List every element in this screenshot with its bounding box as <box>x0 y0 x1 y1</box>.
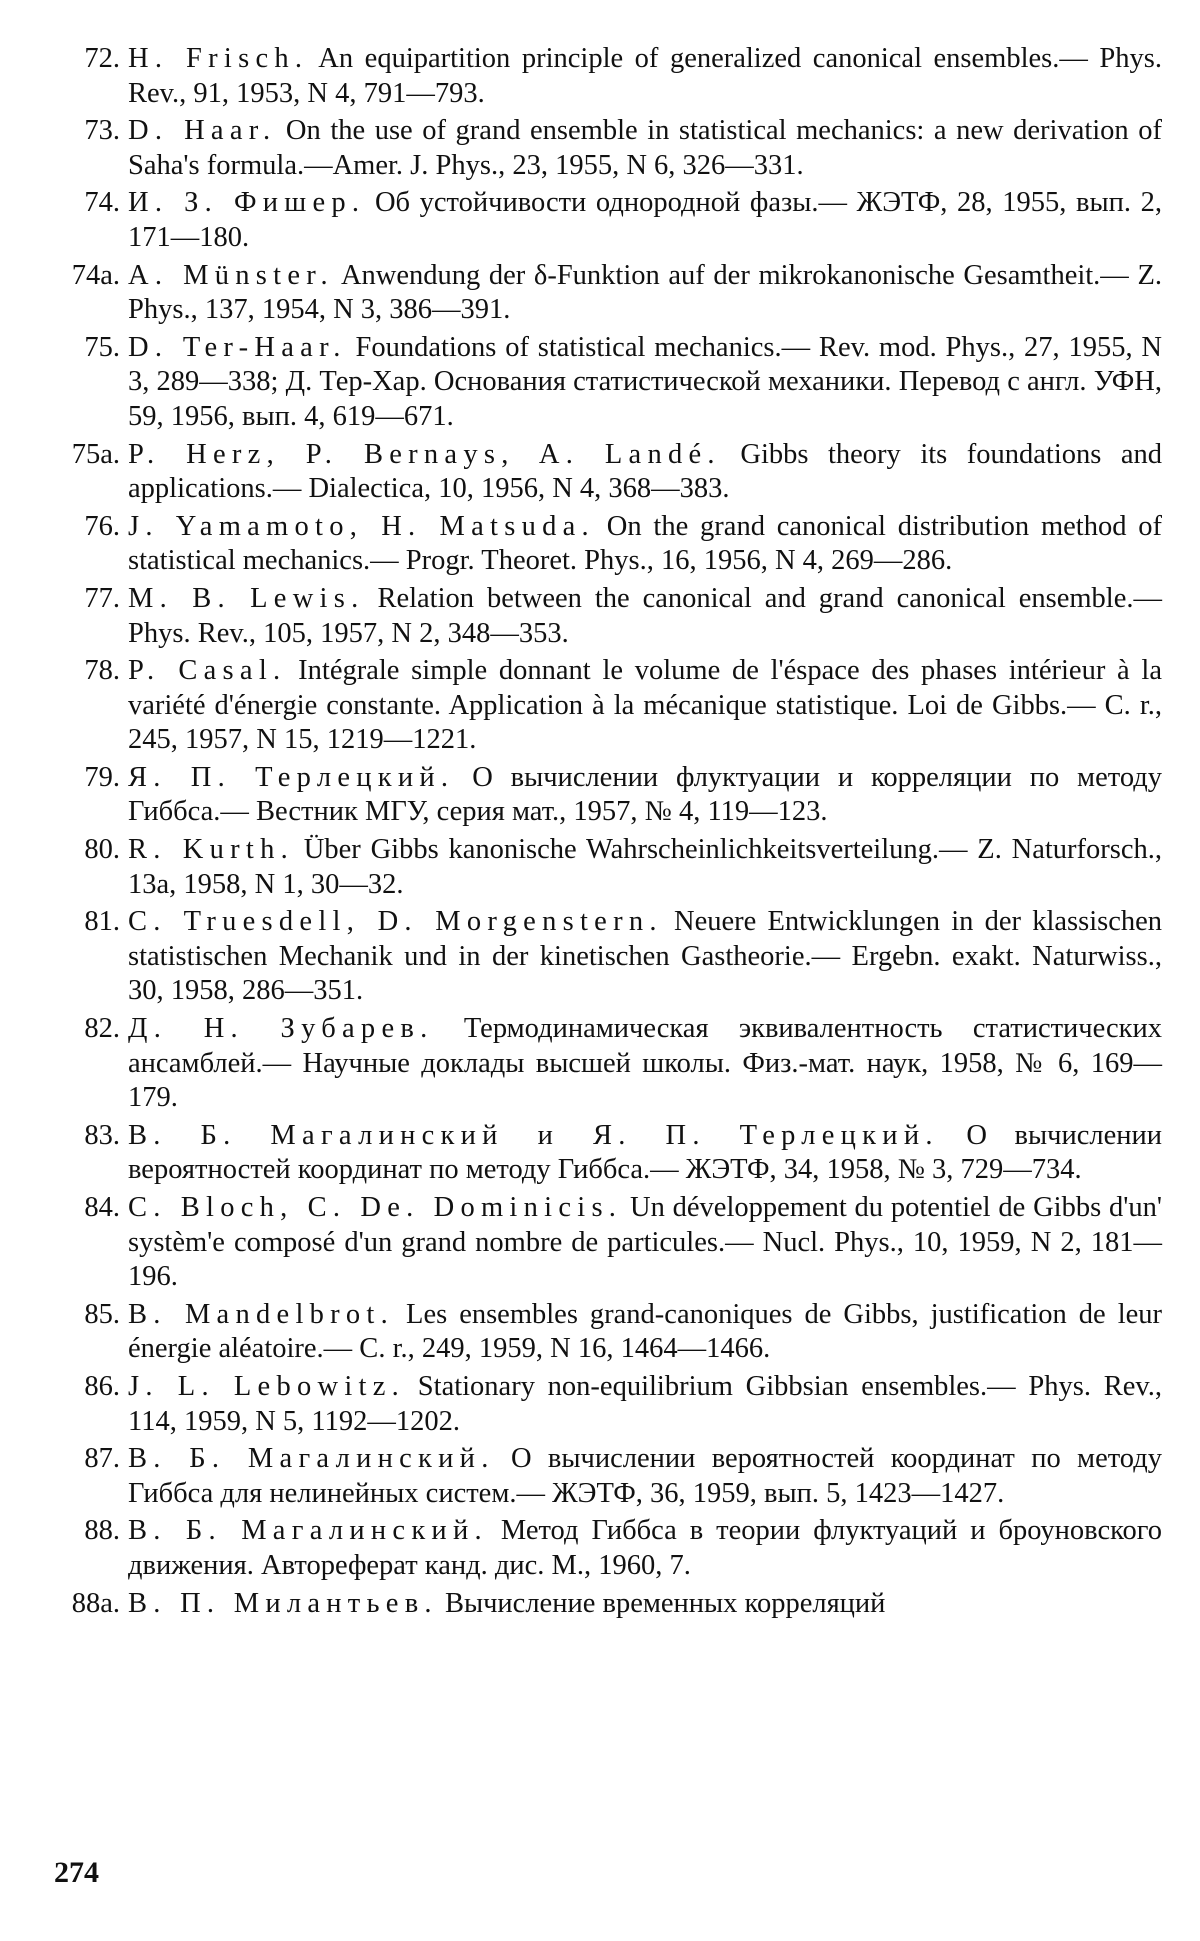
reference-number: 73. <box>84 115 120 147</box>
reference-author: В. Б. Магалинский. <box>128 1443 495 1475</box>
reference-author: И. З. Фишер. <box>128 187 366 219</box>
reference-author: M. B. Lewis. <box>128 582 365 614</box>
reference-text: Anwendung der δ-Funktion auf der mikrokanonische Gesamtheit.— Z. Phys., 137, 1954, N 3, 386—391. <box>128 259 1162 326</box>
reference-number: 82. <box>84 1013 120 1045</box>
reference-text: Les ensembles grand-canoniques de Gibbs, justification de leur énergie aléatoire.— C. r., 249, 1959, N 16, 1464—1466. <box>128 1298 1163 1365</box>
reference-item <box>54 1191 1162 1295</box>
reference-text: Об устойчивости однородной фазы.— ЖЭТФ, 28, 1955, вып. 2, 171—180. <box>128 187 1163 253</box>
reference-text: О вычислении вероятностей координат по методу Гиббса для нелинейных систем.— ЖЭТФ, 36, 1959, вып. 5, 1423—1427. <box>128 1443 1162 1509</box>
reference-item <box>54 761 1162 830</box>
reference-number: 79. <box>84 761 120 793</box>
reference-text: Foundations of statistical mechanics.— Rev. mod. Phys., 27, 1955, N 3, 289—338; Д. Тер-Хар. Основания статистической механики. Перевод с англ. УФН, 59, 1956, вып. 4, 619—671. <box>128 331 1162 432</box>
reference-item <box>54 1298 1162 1367</box>
reference-number: 81. <box>84 906 120 938</box>
reference-author: J. L. Lebowitz. <box>128 1370 406 1402</box>
reference-number: 88. <box>84 1515 120 1547</box>
reference-item <box>54 1514 1162 1583</box>
reference-author: D. Ter-Haar. <box>128 331 347 363</box>
reference-item <box>54 510 1162 579</box>
reference-item <box>54 582 1162 651</box>
reference-number: 85. <box>84 1298 120 1330</box>
reference-item <box>54 1012 1162 1116</box>
reference-author: P. Herz, P. Bernays, A. Landé. <box>128 438 721 470</box>
reference-item <box>54 833 1162 902</box>
reference-author: A. Münster. <box>128 259 334 291</box>
reference-text: О вычислении вероятностей координат по методу Гиббса.— ЖЭТФ, 34, 1958, № 3, 729—734. <box>128 1119 1162 1186</box>
reference-number: 86. <box>84 1370 120 1402</box>
reference-author: В. Б. Магалинский и Я. П. Терлецкий. <box>128 1119 939 1151</box>
reference-item <box>54 1442 1162 1511</box>
reference-text: Neuere Entwicklungen in der klassischen statistischen Mechanik und in der kinetischen Gastheorie.— Ergebn. exakt. Naturwiss., 30, 1958, 286—351. <box>128 906 1163 1007</box>
reference-item <box>54 905 1162 1009</box>
reference-author: В. Б. Магалинский. <box>128 1515 488 1547</box>
reference-number: 72. <box>84 43 120 74</box>
reference-text: Вычисление временных корреляций <box>444 1587 886 1619</box>
reference-text: О вычислении флуктуации и корреляции по методу Гиббса.— Вестник МГУ, серия мат., 1957, № 4, 119—123. <box>128 761 1163 828</box>
reference-number: 74. <box>84 187 120 219</box>
reference-number: 77. <box>84 582 120 614</box>
reference-text: On the use of grand ensemble in statistical mechanics: a new derivation of Saha's formula.—Amer. J. Phys., 23, 1955, N 6, 326—331. <box>128 115 1162 181</box>
reference-number: 74a. <box>71 259 120 291</box>
reference-author: Я. П. Терлецкий. <box>128 761 455 793</box>
reference-item <box>54 654 1162 758</box>
reference-number: 75. <box>84 331 120 363</box>
reference-author: Д. Н. Зубарев. <box>128 1013 434 1045</box>
reference-text: Intégrale simple donnant le volume de l'éspace des phases intérieur à la variété d'énergie constante. Application à la mécanique statistique. Loi de Gibbs.— C. r., 245, 1957, N 15, 1219—1221. <box>128 655 1162 756</box>
reference-number: 88a. <box>71 1587 120 1619</box>
reference-number: 76. <box>84 510 120 542</box>
reference-author: H. Frisch. <box>128 43 309 74</box>
reference-text: Un développement du potentiel de Gibbs d'un' systèm'e composé d'un grand nombre de particules.— Nucl. Phys., 10, 1959, N 2, 181—196. <box>128 1192 1162 1293</box>
reference-item <box>54 1587 1162 1622</box>
reference-list <box>54 42 1162 1624</box>
reference-item <box>54 438 1162 507</box>
reference-author: C. Bloch, C. De. Dominicis. <box>128 1192 623 1223</box>
reference-number: 87. <box>84 1443 120 1475</box>
reference-author: R. Kurth. <box>128 834 294 866</box>
reference-number: 75a. <box>71 438 120 470</box>
reference-text: Über Gibbs kanonische Wahrscheinlichkeitsverteilung.— Z. Naturforsch., 13a, 1958, N 1, 30—32. <box>128 834 1163 900</box>
reference-text: Метод Гиббса в теории флуктуаций и броуновского движения. Автореферат канд. дис. М., 1960, 7. <box>128 1515 1162 1581</box>
reference-number: 83. <box>84 1119 120 1151</box>
reference-text: Relation between the canonical and grand canonical ensemble.— Phys. Rev., 105, 1957, N 2, 348—353. <box>128 582 1162 649</box>
reference-item <box>54 331 1162 435</box>
reference-item <box>54 42 1162 111</box>
reference-author: D. Haar. <box>128 115 277 147</box>
reference-author: B. Mandelbrot. <box>128 1298 395 1330</box>
reference-item <box>54 186 1162 255</box>
reference-author: В. П. Милантьев. <box>128 1587 438 1619</box>
reference-author: P. Casal. <box>128 655 287 687</box>
page-number: 274 <box>54 1856 99 1889</box>
reference-text: Термодинамическая эквивалентность статистических ансамблей.— Научные доклады высшей школы. Физ.-мат. наук, 1958, № 6, 169—179. <box>128 1013 1162 1114</box>
reference-number: 80. <box>84 834 120 866</box>
reference-item <box>54 1370 1162 1439</box>
reference-item <box>54 114 1162 183</box>
reference-text: Stationary non-equilibrium Gibbsian ensembles.— Phys. Rev., 114, 1959, N 5, 1192—1202. <box>128 1370 1163 1437</box>
reference-author: C. Truesdell, D. Morgenstern. <box>128 906 663 938</box>
reference-text: Gibbs theory its foundations and applications.— Dialectica, 10, 1956, N 4, 368—383. <box>128 438 1163 505</box>
reference-item <box>54 259 1162 328</box>
reference-text: On the grand canonical distribution method of statistical mechanics.— Progr. Theoret. Phys., 16, 1956, N 4, 269—286. <box>128 510 1163 577</box>
reference-text: An equipartition principle of generalized canonical ensembles.— Phys. Rev., 91, 1953, N 4, 791—793. <box>128 43 1162 109</box>
reference-number: 78. <box>84 655 120 687</box>
reference-author: J. Yamamoto, H. Matsuda. <box>128 510 595 542</box>
reference-item <box>54 1119 1162 1188</box>
reference-number: 84. <box>84 1192 120 1223</box>
